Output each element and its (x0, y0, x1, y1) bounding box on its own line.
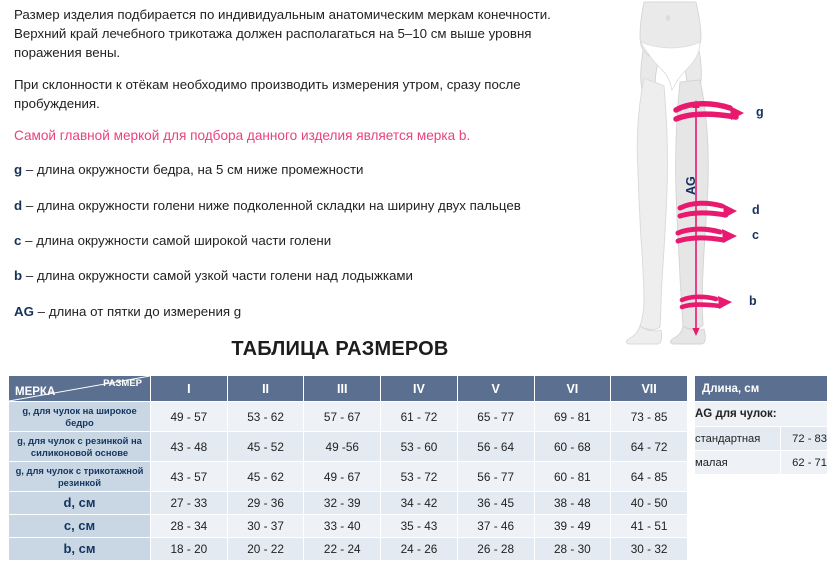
cell-c-7: 41 - 51 (611, 515, 688, 538)
intro-paragraph-1: Размер изделия подбирается по индивидуальным анатомическим меркам конечности. Верхний край лечебного трикотажа должен располагаться на 5–10 см выше уровня поражения вены. (14, 7, 551, 60)
cell-c-5: 37 - 46 (457, 515, 534, 538)
table-row (9, 515, 688, 538)
cell-g-knit-1: 43 - 57 (151, 462, 228, 492)
row-label-d: d, см (9, 492, 151, 515)
legs-svg (604, 0, 836, 345)
cell-g-silicone-3: 49 -56 (304, 432, 381, 462)
cell-g-silicone-2: 45 - 52 (227, 432, 304, 462)
legend-item-c (14, 232, 602, 250)
cell-g-knit-3: 49 - 67 (304, 462, 381, 492)
column-header-1: I (151, 376, 228, 402)
column-header-2: II (227, 376, 304, 402)
column-header-4: IV (381, 376, 458, 402)
row-label-b: b, см (9, 538, 151, 561)
length-table (694, 375, 828, 475)
table-header-row (9, 376, 688, 402)
row-label-g-silicone: g, для чулок с резинкой на силиконовой основе (9, 432, 151, 462)
cell-d-5: 36 - 45 (457, 492, 534, 515)
row-label-g-knit: g, для чулок с трикотажной резинкой (9, 462, 151, 492)
length-table-row (695, 451, 828, 475)
column-header-3: III (304, 376, 381, 402)
cell-c-2: 30 - 37 (227, 515, 304, 538)
cell-b-3: 22 - 24 (304, 538, 381, 561)
cell-c-3: 33 - 40 (304, 515, 381, 538)
legend-text-b: – длина окружности самой узкой части голени над лодыжками (22, 268, 413, 284)
legend-text-c: – длина окружности самой широкой части голени (21, 233, 332, 249)
cell-g-wide-1: 49 - 57 (151, 402, 228, 432)
corner-label-measure: МЕРКА (15, 386, 56, 398)
legend-item-ag (14, 303, 602, 321)
figure-label-ag: AG (684, 176, 698, 195)
cell-d-4: 34 - 42 (381, 492, 458, 515)
length-row-name-small: малая (695, 451, 781, 475)
legend-text-d: – длина окружности голени ниже подколенной складки на ширину двух пальцев (22, 197, 521, 213)
figure-label-d: d (752, 203, 760, 217)
cell-b-4: 24 - 26 (381, 538, 458, 561)
cell-b-5: 26 - 28 (457, 538, 534, 561)
cell-c-6: 39 - 49 (534, 515, 611, 538)
figure-label-g: g (756, 105, 764, 119)
cell-g-silicone-1: 43 - 48 (151, 432, 228, 462)
cell-c-1: 28 - 34 (151, 515, 228, 538)
length-table-header-row (695, 376, 828, 402)
table-row (9, 462, 688, 492)
intro-text-column (14, 6, 602, 338)
figure-label-c: c (752, 228, 759, 242)
table-row (9, 402, 688, 432)
cell-g-silicone-4: 53 - 60 (381, 432, 458, 462)
length-table-row (695, 427, 828, 451)
cell-b-1: 18 - 20 (151, 538, 228, 561)
table-row (9, 538, 688, 561)
table-corner-cell (9, 376, 151, 402)
page-title: ТАБЛИЦА РАЗМЕРОВ (231, 338, 449, 360)
legend-key-c: c (14, 233, 22, 249)
legend-item-g (14, 161, 602, 179)
cell-g-wide-6: 69 - 81 (534, 402, 611, 432)
length-row-value-small: 62 - 71 (781, 451, 828, 475)
cell-g-knit-7: 64 - 85 (611, 462, 688, 492)
intro-highlight: Самой главной меркой для подбора данного изделия является мерка b. (14, 128, 471, 144)
column-header-5: V (457, 376, 534, 402)
length-row-value-standard: 72 - 83 (781, 427, 828, 451)
cell-g-knit-4: 53 - 72 (381, 462, 458, 492)
cell-b-2: 20 - 22 (227, 538, 304, 561)
legend-key-d: d (14, 197, 23, 213)
legend-key-b: b (14, 268, 23, 284)
table-row (9, 492, 688, 515)
length-row-name-standard: стандартная (695, 427, 781, 451)
legend-key-g: g (14, 162, 23, 178)
cell-g-silicone-6: 60 - 68 (534, 432, 611, 462)
cell-g-knit-6: 60 - 81 (534, 462, 611, 492)
cell-g-wide-5: 65 - 77 (457, 402, 534, 432)
cell-g-wide-4: 61 - 72 (381, 402, 458, 432)
cell-c-4: 35 - 43 (381, 515, 458, 538)
cell-b-6: 28 - 30 (534, 538, 611, 561)
length-table-subheader: AG для чулок: (695, 402, 828, 427)
cell-g-wide-7: 73 - 85 (611, 402, 688, 432)
cell-d-2: 29 - 36 (227, 492, 304, 515)
length-table-header: Длина, см (695, 376, 828, 402)
cell-g-wide-2: 53 - 62 (227, 402, 304, 432)
legs-illustration (604, 0, 836, 345)
row-label-g-wide: g, для чулок на широкое бедро (9, 402, 151, 432)
corner-label-size: РАЗМЕР (103, 378, 142, 389)
size-table (8, 375, 688, 561)
cell-d-6: 38 - 48 (534, 492, 611, 515)
cell-d-1: 27 - 33 (151, 492, 228, 515)
cell-g-wide-3: 57 - 67 (304, 402, 381, 432)
legend-item-d (14, 197, 602, 215)
cell-g-silicone-5: 56 - 64 (457, 432, 534, 462)
cell-g-knit-2: 45 - 62 (227, 462, 304, 492)
row-label-c: c, см (9, 515, 151, 538)
legend-text-g: – длина окружности бедра, на 5 см ниже промежности (22, 162, 364, 178)
cell-g-knit-5: 56 - 77 (457, 462, 534, 492)
column-header-7: VII (611, 376, 688, 402)
column-header-6: VI (534, 376, 611, 402)
cell-d-7: 40 - 50 (611, 492, 688, 515)
table-row (9, 432, 688, 462)
figure-label-b: b (749, 294, 757, 308)
intro-paragraph-2: При склонности к отёкам необходимо производить измерения утром, сразу после пробуждения. (14, 76, 521, 111)
cell-b-7: 30 - 32 (611, 538, 688, 561)
legend-key-ag: AG (14, 303, 34, 319)
cell-g-silicone-7: 64 - 72 (611, 432, 688, 462)
legend-text-ag: – длина от пятки до измерения g (33, 303, 242, 319)
length-table-subheader-row (695, 402, 828, 427)
legend-item-b (14, 267, 602, 285)
cell-d-3: 32 - 39 (304, 492, 381, 515)
